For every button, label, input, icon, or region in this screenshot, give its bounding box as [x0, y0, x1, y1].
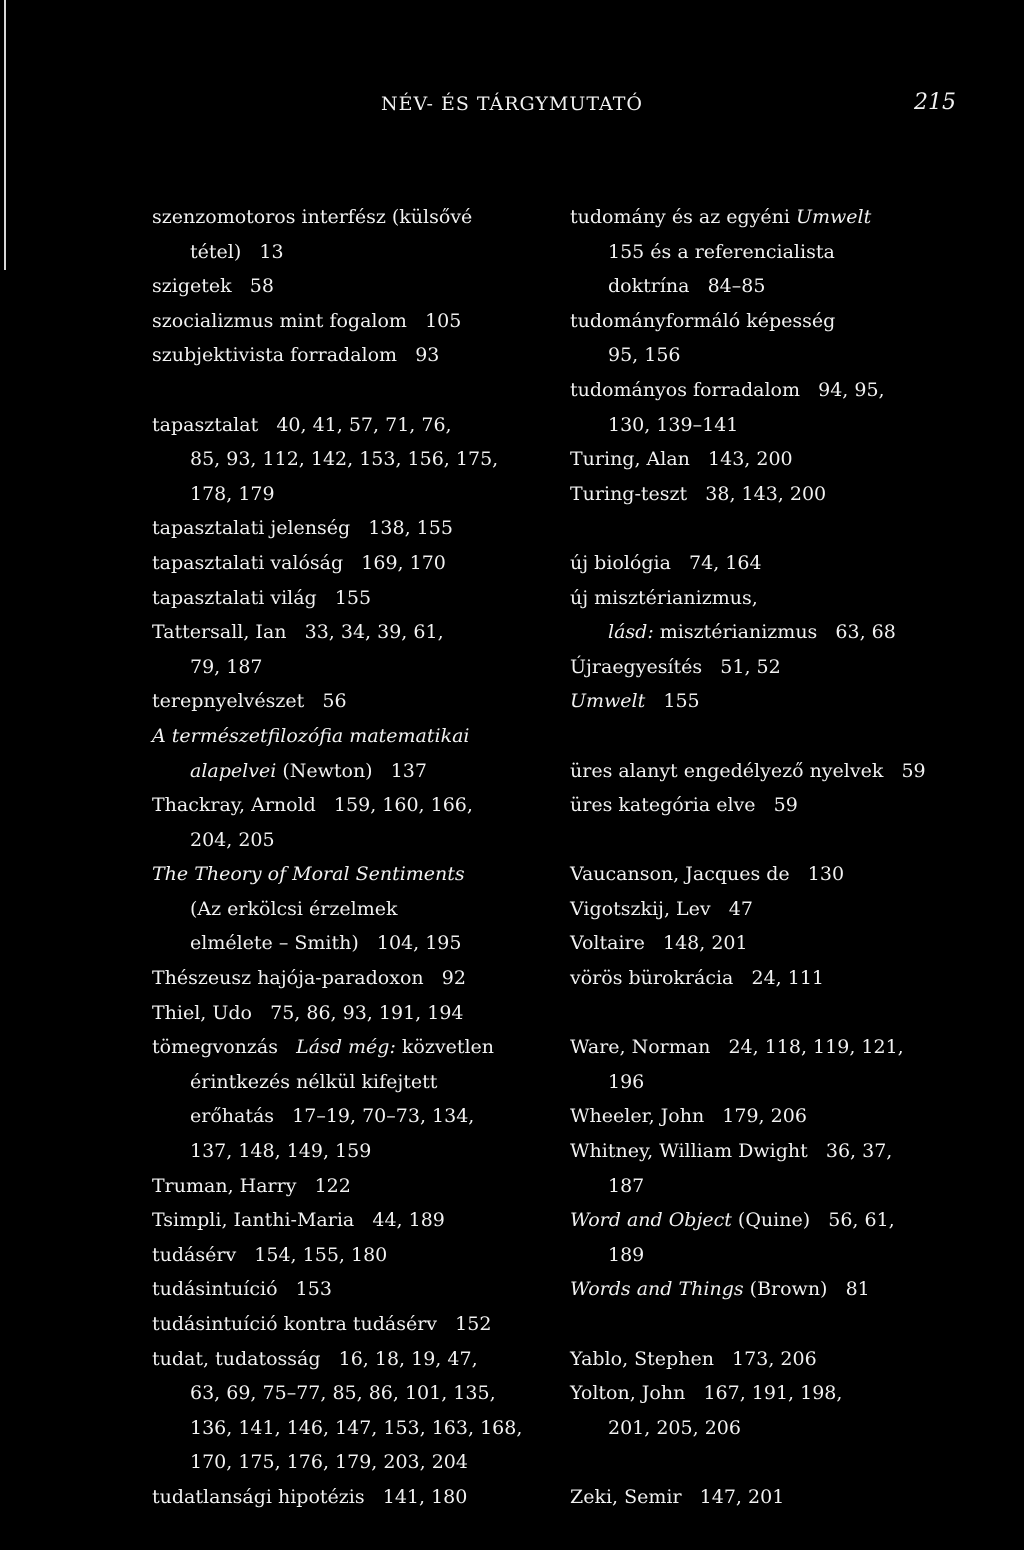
- index-entry: [570, 200, 1000, 304]
- entry-text: tudományos forradalom 94, 95,: [570, 378, 885, 401]
- entry-text: Zeki, Semir 147, 201: [570, 1485, 785, 1508]
- index-entry: [152, 304, 542, 339]
- index-entry: [570, 373, 1000, 442]
- entry-text: (Az erkölcsi érzelmek: [190, 897, 398, 920]
- index-entry-line: [570, 581, 1000, 616]
- index-entry: [570, 304, 1000, 373]
- entry-text: Vigotszkij, Lev 47: [570, 897, 753, 920]
- index-entry-line: [152, 684, 542, 719]
- index-entry-line: [152, 615, 542, 650]
- entry-text: tapasztalati világ 155: [152, 586, 372, 609]
- index-entry: [152, 719, 542, 788]
- entry-text: Tsimpli, Ianthi-Maria 44, 189: [152, 1209, 445, 1232]
- index-entry-continuation: [152, 650, 542, 685]
- entry-text: Turing, Alan 143, 200: [570, 448, 793, 471]
- index-entry: [570, 1272, 1000, 1307]
- entry-text: vörös bürokrácia 24, 111: [570, 967, 825, 990]
- index-entry: [152, 269, 542, 304]
- entry-text: érintkezés nélkül kifejtett: [190, 1070, 438, 1093]
- index-entry-continuation: [152, 892, 542, 927]
- index-entry-line: [570, 442, 1000, 477]
- index-entry-continuation: [570, 615, 1000, 650]
- index-entry-line: [570, 1342, 1000, 1377]
- index-entry: [570, 1099, 1000, 1134]
- index-entry: [152, 511, 542, 546]
- index-entry-continuation: [152, 1445, 542, 1480]
- index-entry: [570, 1203, 1000, 1272]
- page-number: 215: [914, 90, 956, 115]
- entry-text: tapasztalati jelenség 138, 155: [152, 517, 453, 540]
- index-entry: [570, 684, 1000, 719]
- entry-text: 196: [608, 1070, 645, 1093]
- entry-gap: [152, 373, 542, 408]
- index-entry-continuation: [570, 235, 1000, 270]
- index-entry: [570, 1480, 1000, 1515]
- entry-text: (Quine) 56, 61,: [731, 1209, 895, 1232]
- entry-text: tudat, tudatosság 16, 18, 19, 47,: [152, 1347, 478, 1370]
- italic-title: Words and Things: [570, 1278, 744, 1301]
- index-entry-line: [152, 408, 542, 443]
- index-entry-line: [152, 719, 542, 754]
- index-entry-line: [152, 1203, 542, 1238]
- entry-gap: [570, 996, 1000, 1031]
- index-entry-continuation: [152, 1134, 542, 1169]
- index-entry-line: [570, 1376, 1000, 1411]
- entry-text: 189: [608, 1243, 645, 1266]
- index-entry-line: [152, 511, 542, 546]
- entry-text: tudásintuíció kontra tudásérv 152: [152, 1313, 492, 1335]
- entry-text: Wheeler, John 179, 206: [570, 1105, 807, 1128]
- index-entry-continuation: [570, 408, 1000, 443]
- entry-gap: [570, 823, 1000, 858]
- entry-text: szubjektivista forradalom 93: [152, 344, 440, 367]
- index-entry-continuation: [152, 477, 542, 512]
- index-entry-line: [570, 892, 1000, 927]
- index-entry-line: [152, 788, 542, 823]
- index-entry: [152, 788, 542, 857]
- index-entry-line: [570, 788, 1000, 823]
- index-entry: [570, 442, 1000, 477]
- index-column-right: [570, 200, 1000, 1515]
- index-entry-line: [570, 373, 1000, 408]
- index-entry: [152, 684, 542, 719]
- index-entry-continuation: [152, 1065, 542, 1100]
- index-entry: [570, 581, 1000, 650]
- index-entry-continuation: [570, 1169, 1000, 1204]
- entry-text: új misztérianizmus,: [570, 586, 758, 609]
- entry-gap: [570, 511, 1000, 546]
- index-entry-line: [570, 1134, 1000, 1169]
- entry-text: Turing-teszt 38, 143, 200: [570, 482, 827, 505]
- index-entry-line: [570, 1272, 1000, 1307]
- index-entry-continuation: [152, 823, 542, 858]
- index-entry: [570, 892, 1000, 927]
- index-entry-line: [152, 1169, 542, 1204]
- entry-text: Yablo, Stephen 173, 206: [570, 1347, 817, 1370]
- index-entry: [152, 1480, 542, 1515]
- entry-text: tömegvonzás: [152, 1036, 297, 1059]
- index-entry-line: [570, 926, 1000, 961]
- scan-edge-line: [4, 0, 6, 270]
- entry-text: doktrína 84–85: [608, 275, 766, 298]
- entry-text: szocializmus mint fogalom 105: [152, 309, 462, 332]
- entry-text: Thackray, Arnold 159, 160, 166,: [152, 794, 473, 817]
- index-entry-continuation: [570, 1411, 1000, 1446]
- index-entry-line: [152, 269, 542, 304]
- entry-text: Yolton, John 167, 191, 198,: [570, 1382, 843, 1405]
- entry-text: tapasztalat 40, 41, 57, 71, 76,: [152, 413, 452, 436]
- index-entry-line: [570, 304, 1000, 339]
- index-entry-line: [570, 546, 1000, 581]
- index-entry-line: [570, 1099, 1000, 1134]
- index-entry-continuation: [570, 269, 1000, 304]
- entry-text: tudásintuíció 153: [152, 1278, 332, 1301]
- entry-text: 170, 175, 176, 179, 203, 204: [190, 1451, 468, 1474]
- index-entry-line: [152, 857, 542, 892]
- index-entry: [152, 1030, 542, 1168]
- entry-text: tudományformáló képesség: [570, 309, 836, 332]
- index-entry-line: [152, 996, 542, 1031]
- index-entry: [152, 615, 542, 684]
- entry-text: Thészeusz hajója-paradoxon 92: [152, 967, 466, 990]
- entry-text: Truman, Harry 122: [152, 1174, 351, 1197]
- italic-title: The Theory of Moral Sentiments: [152, 863, 465, 886]
- entry-text: tétel) 13: [190, 240, 284, 263]
- index-entry-line: [570, 1203, 1000, 1238]
- index-column-left: [152, 200, 542, 1515]
- index-entry-line: [152, 338, 542, 373]
- running-header: NÉV- ÉS TÁRGYMUTATÓ: [381, 93, 643, 115]
- index-entry-continuation: [570, 338, 1000, 373]
- index-entry: [570, 788, 1000, 823]
- index-entry-continuation: [152, 926, 542, 961]
- index-entry: [152, 546, 542, 581]
- entry-text: Whitney, William Dwight 36, 37,: [570, 1140, 893, 1163]
- index-entry: [570, 1376, 1000, 1445]
- italic-title: Lásd még:: [296, 1036, 396, 1059]
- entry-text: Voltaire 148, 201: [570, 932, 748, 955]
- entry-text: új biológia 74, 164: [570, 551, 762, 574]
- index-entry-line: [152, 304, 542, 339]
- entry-text: Ware, Norman 24, 118, 119, 121,: [570, 1036, 904, 1059]
- index-entry: [152, 1307, 542, 1342]
- entry-text: 85, 93, 112, 142, 153, 156, 175,: [190, 448, 499, 471]
- entry-text: 79, 187: [190, 655, 263, 678]
- index-entry-line: [570, 754, 1000, 789]
- entry-text: 187: [608, 1174, 645, 1197]
- index-entry-continuation: [152, 235, 542, 270]
- italic-title: A természetfilozófia matematikai: [152, 724, 470, 747]
- entry-text: (Newton) 137: [276, 759, 427, 782]
- index-entry-line: [152, 200, 542, 235]
- index-entry: [152, 408, 542, 512]
- entry-text: 130, 139–141: [608, 413, 739, 436]
- entry-text: 95, 156: [608, 344, 681, 367]
- entry-text: Vaucanson, Jacques de 130: [570, 863, 845, 886]
- index-entry: [152, 1342, 542, 1480]
- entry-text: erőhatás 17–19, 70–73, 134,: [190, 1105, 475, 1128]
- index-entry: [152, 1238, 542, 1273]
- index-entry-continuation: [152, 1411, 542, 1446]
- entry-text: tudásérv 154, 155, 180: [152, 1243, 388, 1266]
- index-entry: [570, 650, 1000, 685]
- index-entry: [152, 581, 542, 616]
- index-entry-line: [152, 1272, 542, 1307]
- entry-gap: [570, 1445, 1000, 1480]
- entry-text: terepnyelvészet 56: [152, 690, 347, 713]
- entry-text: 137, 148, 149, 159: [190, 1140, 372, 1163]
- index-entry: [152, 1272, 542, 1307]
- index-entry: [570, 926, 1000, 961]
- index-entry: [152, 200, 542, 269]
- entry-gap: [570, 719, 1000, 754]
- entry-text: 178, 179: [190, 482, 275, 505]
- index-entry-line: [570, 961, 1000, 996]
- entry-text: 204, 205: [190, 828, 275, 851]
- index-entry-continuation: [152, 754, 542, 789]
- index-entry: [570, 961, 1000, 996]
- index-entry: [570, 546, 1000, 581]
- index-entry-continuation: [152, 442, 542, 477]
- index-entry-continuation: [570, 1065, 1000, 1100]
- italic-title: Umwelt: [570, 690, 646, 713]
- index-entry: [570, 477, 1000, 512]
- entry-text: üres kategória elve 59: [570, 794, 798, 817]
- index-entry: [152, 857, 542, 961]
- entry-text: 136, 141, 146, 147, 153, 163, 168,: [190, 1416, 523, 1439]
- index-entry-line: [570, 477, 1000, 512]
- italic-title: Umwelt: [795, 206, 872, 228]
- entry-text: tudatlansági hipotézis 141, 180: [152, 1485, 468, 1508]
- entry-text: Tattersall, Ian 33, 34, 39, 61,: [152, 621, 444, 644]
- index-entry-line: [570, 1030, 1000, 1065]
- index-entry-line: [570, 650, 1000, 685]
- entry-text: 155: [645, 690, 700, 713]
- index-entry-line: [570, 857, 1000, 892]
- index-entry-continuation: [570, 1238, 1000, 1273]
- italic-title: Word and Object: [570, 1209, 732, 1232]
- index-entry: [152, 996, 542, 1031]
- index-entry-line: [152, 546, 542, 581]
- italic-title: alapelvei: [190, 759, 277, 782]
- entry-text: Thiel, Udo 75, 86, 93, 191, 194: [152, 1001, 464, 1024]
- entry-text: szigetek 58: [152, 275, 274, 298]
- index-entry-continuation: [152, 1376, 542, 1411]
- entry-text: 201, 205, 206: [608, 1416, 741, 1439]
- italic-title: lásd:: [608, 621, 654, 644]
- index-entry: [152, 338, 542, 373]
- index-entry-line: [570, 200, 1000, 235]
- index-entry-line: [152, 1307, 542, 1342]
- index-entry: [570, 1342, 1000, 1377]
- entry-text: misztérianizmus 63, 68: [653, 621, 896, 644]
- index-entry: [152, 1169, 542, 1204]
- index-entry-line: [152, 1342, 542, 1377]
- entry-text: 155 és a referencialista: [608, 240, 835, 263]
- entry-text: tudomány és az egyéni: [570, 206, 796, 228]
- entry-text: közvetlen: [395, 1036, 495, 1059]
- entry-text: szenzomotoros interfész (külsővé: [152, 206, 473, 228]
- index-entry: [570, 754, 1000, 789]
- index-entry: [570, 1134, 1000, 1203]
- index-entry-line: [570, 684, 1000, 719]
- index-entry-line: [152, 581, 542, 616]
- entry-text: üres alanyt engedélyező nyelvek 59: [570, 759, 926, 782]
- index-entry: [152, 1203, 542, 1238]
- entry-text: (Brown) 81: [743, 1278, 870, 1301]
- index-entry-line: [570, 1480, 1000, 1515]
- entry-text: Újraegyesítés 51, 52: [570, 655, 781, 678]
- entry-text: elmélete – Smith) 104, 195: [190, 932, 462, 955]
- index-entry-line: [152, 961, 542, 996]
- entry-gap: [570, 1307, 1000, 1342]
- index-entry-continuation: [152, 1099, 542, 1134]
- index-entry: [570, 857, 1000, 892]
- entry-text: tapasztalati valóság 169, 170: [152, 551, 446, 574]
- index-entry-line: [152, 1480, 542, 1515]
- index-entry: [152, 961, 542, 996]
- index-entry-line: [152, 1030, 542, 1065]
- index-entry-line: [152, 1238, 542, 1273]
- entry-text: 63, 69, 75–77, 85, 86, 101, 135,: [190, 1382, 496, 1405]
- index-entry: [570, 1030, 1000, 1099]
